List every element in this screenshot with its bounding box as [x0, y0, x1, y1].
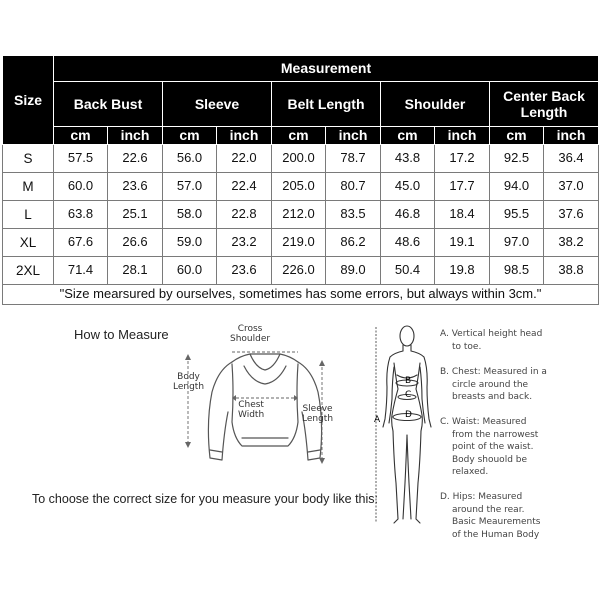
table-cell: 212.0 [272, 201, 326, 229]
table-cell: 226.0 [272, 257, 326, 285]
table-row [3, 173, 599, 201]
column-header-belt-length: Belt Length [272, 82, 381, 127]
list-item: D. Hips: Measured around the rear. Basic Meaurements of the Human Body [440, 492, 541, 540]
table-cell: 38.8 [544, 257, 599, 285]
table-cell: 98.5 [490, 257, 544, 285]
size-cell: XL [3, 229, 54, 257]
table-cell: 37.6 [544, 201, 599, 229]
table-cell: 43.8 [381, 145, 435, 173]
table-cell: 95.5 [490, 201, 544, 229]
unit-header-cm: cm [272, 127, 326, 145]
table-cell: 45.0 [381, 173, 435, 201]
chest-width-label: Chest Width [238, 400, 265, 421]
table-cell: 22.8 [217, 201, 272, 229]
size-instruction-text: To choose the correct size for you measure your body like this: [32, 492, 378, 506]
table-note-row [3, 285, 599, 305]
table-cell: 219.0 [272, 229, 326, 257]
table-row [3, 229, 599, 257]
table-cell: 38.2 [544, 229, 599, 257]
table-cell: 50.4 [381, 257, 435, 285]
column-header-sleeve: Sleeve [163, 82, 272, 127]
table-cell: 23.6 [108, 173, 163, 201]
table-cell: 92.5 [490, 145, 544, 173]
table-cell: 23.2 [217, 229, 272, 257]
table-cell: 26.6 [108, 229, 163, 257]
unit-header-cm: cm [163, 127, 217, 145]
table-row [3, 201, 599, 229]
garment-measure-diagram [170, 322, 350, 472]
table-cell: 89.0 [326, 257, 381, 285]
table-cell: 23.6 [217, 257, 272, 285]
sleeve-length-label: Sleeve Length [302, 404, 334, 425]
table-cell: 19.1 [435, 229, 490, 257]
table-cell: 86.2 [326, 229, 381, 257]
column-header-back-bust: Back Bust [54, 82, 163, 127]
measurement-group-header: Measurement [54, 56, 599, 82]
table-cell: 22.6 [108, 145, 163, 173]
table-cell: 71.4 [54, 257, 108, 285]
list-item: A. Vertical height head to toe. [440, 329, 543, 352]
table-cell: 205.0 [272, 173, 326, 201]
table-cell: 17.7 [435, 173, 490, 201]
table-cell: 60.0 [163, 257, 217, 285]
table-cell: 97.0 [490, 229, 544, 257]
point-d-marker: D [405, 410, 412, 420]
table-cell: 200.0 [272, 145, 326, 173]
measurement-note: "Size mearsured by ourselves, sometimes has some errors, but always within 3cm." [3, 285, 599, 305]
unit-header-cm: cm [381, 127, 435, 145]
unit-header-inch: inch [108, 127, 163, 145]
point-a-marker: A [374, 415, 381, 425]
table-cell: 58.0 [163, 201, 217, 229]
table-cell: 59.0 [163, 229, 217, 257]
table-cell: 60.0 [54, 173, 108, 201]
table-cell: 63.8 [54, 201, 108, 229]
human-body-outline [370, 323, 440, 530]
table-cell: 78.7 [326, 145, 381, 173]
size-column-header: Size [3, 56, 54, 145]
table-cell: 94.0 [490, 173, 544, 201]
table-cell: 48.6 [381, 229, 435, 257]
table-cell: 22.4 [217, 173, 272, 201]
unit-header-inch: inch [435, 127, 490, 145]
table-cell: 17.2 [435, 145, 490, 173]
list-item: C. Waist: Measured from the narrowest point of the waist. Body shouold be relaxed. [440, 417, 539, 477]
unit-header-inch: inch [217, 127, 272, 145]
list-item: B. Chest: Measured in a circle around the breasts and back. [440, 367, 547, 402]
table-cell: 25.1 [108, 201, 163, 229]
point-b-marker: B [405, 376, 412, 386]
table-cell: 36.4 [544, 145, 599, 173]
table-cell: 18.4 [435, 201, 490, 229]
size-cell: M [3, 173, 54, 201]
table-cell: 57.5 [54, 145, 108, 173]
size-cell: L [3, 201, 54, 229]
table-cell: 22.0 [217, 145, 272, 173]
table-cell: 57.0 [163, 173, 217, 201]
table-cell: 37.0 [544, 173, 599, 201]
unit-header-inch: inch [326, 127, 381, 145]
size-chart-table [2, 55, 599, 305]
size-cell: 2XL [3, 257, 54, 285]
column-header-center-back-length: Center Back Length [490, 82, 599, 127]
table-cell: 67.6 [54, 229, 108, 257]
table-cell: 83.5 [326, 201, 381, 229]
table-cell: 19.8 [435, 257, 490, 285]
how-to-measure-title: How to Measure [74, 327, 169, 342]
table-cell: 28.1 [108, 257, 163, 285]
table-cell: 46.8 [381, 201, 435, 229]
unit-header-cm: cm [54, 127, 108, 145]
unit-header-cm: cm [490, 127, 544, 145]
table-row [3, 257, 599, 285]
table-row [3, 145, 599, 173]
table-cell: 80.7 [326, 173, 381, 201]
unit-header-inch: inch [544, 127, 599, 145]
size-cell: S [3, 145, 54, 173]
cross-shoulder-label: Cross Shoulder [230, 324, 271, 345]
body-measure-diagram [370, 323, 440, 530]
column-header-shoulder: Shoulder [381, 82, 490, 127]
table-cell: 56.0 [163, 145, 217, 173]
body-length-label: Body Length [173, 372, 205, 393]
point-c-marker: C [405, 390, 412, 400]
